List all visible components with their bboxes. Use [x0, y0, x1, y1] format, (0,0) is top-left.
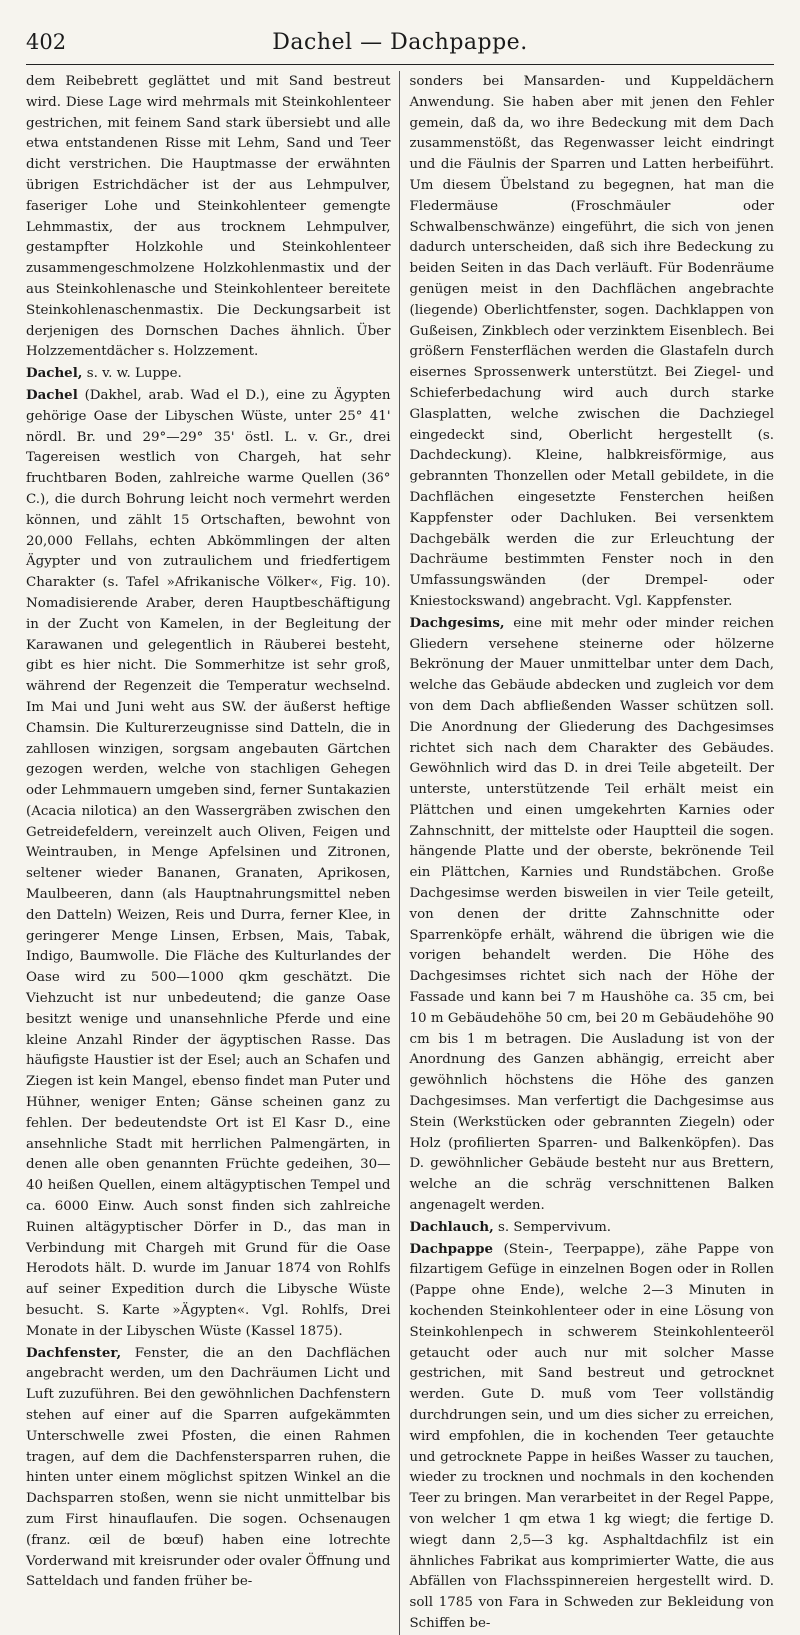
entry-text: eine mit mehr oder minder reichen Gliedern versehene steinerne oder hölzerne Bekrönung der Mauer unmittelbar unter dem Dach, welche das Gebäude abdecken und zugleich vor dem von dem Dach abfließenden Wasser schützen soll. Die Anordnung der Gliederung des Dachgesimses richtet sich nach dem Charakter des Gebäudes. Gewöhnlich wird das D. in drei Teile abgeteilt. Der unterste, unterstützende Teil erhält meist ein Plättchen und einen umgekehrten Karnies oder Zahnschnitt, der mittelste oder Hauptteil die sogen. hängende Platte und der oberste, bekrönende Teil ein Plättchen, Karnies und Rundstäbchen. Große Dachgesimse werden bisweilen in vier Teile geteilt, von denen der dritte Zahnschnitte oder Sparrenköpfe erhält, während die übrigen wie die vorigen behandelt werden. Die Höhe des Dachgesimses richtet sich nach der Höhe der Fassade und kann bei 7 m Haushöhe ca. 35 cm, bei 10 m Gebäudehöhe 50 cm, bei 20 m Gebäudehöhe 90 cm bis 1 m betragen. Die Ausladung ist von der Anordnung des Ganzen abhängig, erreicht aber gewöhnlich höchstens die Höhe des ganzen Dachgesimses. Man verfertigt die Dachgesimse aus Stein (Werkstücken oder gebrannten Ziegeln) oder Holz (profilierten Sparren- und Balkenköpfen). Das D. gewöhnlicher Gebäude besteht nur aus Brettern, welche an die schräg verschnittenen Balken angenagelt werden.: [409, 615, 774, 1214]
entry-headword: Dachlauch,: [409, 1218, 494, 1235]
entry-headword: Dachel: [26, 386, 78, 403]
running-title: Dachel — Dachpappe.: [272, 30, 528, 55]
right-column: [400, 71, 775, 1635]
entry-headword: Dachpappe: [409, 1240, 493, 1257]
entry-headword: Dachel,: [26, 365, 83, 382]
entry-paragraph: [410, 1239, 775, 1635]
left-column: [26, 71, 400, 1635]
page-header: [26, 30, 774, 65]
page-number: 402: [26, 30, 67, 54]
two-column-body: [26, 71, 774, 1635]
entry-text: Fenster, die an den Dachflächen angebracht werden, um den Dachräumen Licht und Luft zuzuführen. Bei den gewöhnlichen Dachfenstern stehen auf einer auf die Sparren aufgekämmten Unterschwelle zwei Pfosten, die einen Rahmen tragen, auf dem die Dachfenstersparren ruhen, die hinten unter einem möglichst spitzen Winkel an die Dachsparren stoßen, wenn sie nicht unmittelbar bis zum First hinauflaufen. Die sogen. Ochsenaugen (franz. œil de bœuf) haben eine lotrechte Vorderwand mit kreisrunder oder ovaler Öffnung und Satteldach und fanden früher be-: [26, 1345, 391, 1590]
entry-paragraph: [410, 1217, 775, 1239]
entry-headword: Dachgesims,: [409, 614, 505, 631]
entry-text: sonders bei Mansarden- und Kuppeldächern Anwendung. Sie haben aber mit jenen den Fehler gemein, daß da, wo ihre Bedeckung mit dem Dach zusammenstößt, das Regenwasser leicht eindringt und die Fäulnis der Sparren und Latten herbeiführt. Um diesem Übelstand zu begegnen, hat man die Fledermäuse (Froschmäuler oder Schwalbenschwänze) eingeführt, die sich von jenen dadurch unterscheiden, daß sich ihre Bedeckung zu beiden Seiten in das Dach verläuft. Für Bodenräume genügen meist in den Dachflächen angebrachte (liegende) Oberlichtfenster, sogen. Dachklappen von Gußeisen, Zinkblech oder verzinktem Eisenblech. Bei größern Fensterflächen werden die Glastafeln durch eisernes Sprossenwerk unterstützt. Bei Ziegel- und Schieferbedachung wird auch durch starke Glasplatten, welche zwischen die Dachziegel eingedeckt sind, Oberlicht hergestellt (s. Dachdeckung). Kleine, halbkreisförmige, aus gebrannten Thonzellen oder Metall gebildete, in die Dachflächen eingesetzte Fensterchen heißen Kappfenster oder Dachluken. Bei versenktem Dachgebälk werden die zur Erleuchtung der Dachräume bestimmten Fenster noch in den Umfassungswänden (der Drempel- oder Kniestockswand) angebracht. Vgl. Kappfenster.: [409, 74, 774, 609]
entry-paragraph: [410, 71, 775, 613]
entry-text: (Stein-, Teerpappe), zähe Pappe von filzartigem Gefüge in einzelnen Bogen oder in Rollen (Pappe ohne Ende), welche 2—3 Minuten in kochenden Steinkohlenteer oder in eine Lösung von Steinkohlenpech in schwerem Steinkohlenteeröl getaucht oder auch nur mit solcher Masse gestrichen, mit Sand bestreut und getrocknet werden. Gute D. muß vom Teer vollständig durchdrungen sein, und um dies sicher zu erreichen, wird empfohlen, die in kochenden Teer getauchte und getrocknete Pappe in heißes Wasser zu tauchen, wieder zu trocknen und nochmals in den kochenden Teer zu bringen. Man verarbeitet in der Regel Pappe, von welcher 1 qm etwa 1 kg wiegt; die fertige D. wiegt dann 2,5—3 kg. Asphaltdachfilz ist ein ähnliches Fabrikat aus komprimierter Watte, die aus Abfällen von Flachsspinnereien hergestellt wird. D. soll 1785 von Fara in Schweden zur Bekleidung von Schiffen be-: [409, 1241, 774, 1631]
entry-text: s. v. w. Luppe.: [82, 366, 182, 382]
entry-paragraph: [26, 363, 391, 385]
entry-paragraph: [26, 1343, 391, 1594]
entry-paragraph: [410, 613, 775, 1217]
entry-text: s. Sempervivum.: [493, 1219, 612, 1235]
entry-paragraph: [26, 385, 391, 1343]
entry-paragraph: [26, 71, 391, 363]
entry-text: dem Reibebrett geglättet und mit Sand bestreut wird. Diese Lage wird mehrmals mit Steinkohlenteer gestrichen, mit feinem Sand stark übersiebt und alle etwa entstandenen Risse mit Lehm, Sand und Teer dicht verstrichen. Die Hauptmasse der erwähnten übrigen Estrichdächer ist der aus Lehmpulver, faseriger Lohe und Steinkohlenteer gemengte Lehmmastix, der aus trocknem Lehmpulver, gestampfter Holzkohle und Steinkohlenteer zusammengeschmolzene Holzkohlenmastix und der aus Steinkohlenasche und Steinkohlenteer bereitete Steinkohlenaschenmastix. Die Deckungsarbeit ist derjenigen des Dornschen Daches ähnlich. Über Holzzementdächer s. Holzzement.: [26, 74, 391, 360]
entry-headword: Dachfenster,: [26, 1344, 122, 1361]
entry-text: (Dakhel, arab. Wad el D.), eine zu Ägypten gehörige Oase der Libyschen Wüste, unter 25° 41' nördl. Br. und 29°—29° 35' östl. L. v. Gr., drei Tagereisen westlich von Chargeh, hat sehr fruchtbaren Boden, zahlreiche warme Quellen (36° C.), die durch Bohrung leicht noch vermehrt werden können, und zählt 15 Ortschaften, bewohnt von 20,000 Fellahs, echten Abkömmlingen der alten Ägypter und von zutraulichem und friedfertigem Charakter (s. Tafel »Afrikanische Völker«, Fig. 10). Nomadisierende Araber, deren Hauptbeschäftigung in der Zucht von Kamelen, in der Begleitung der Karawanen und gelegentlich in Räuberei besteht, gibt es hier nicht. Die Sommerhitze ist sehr groß, während der Regenzeit die Temperatur wechselnd. Im Mai und Juni weht aus SW. der äußerst heftige Chamsin. Die Kulturerzeugnisse sind Datteln, die in zahllosen winzigen, sorgsam angebauten Gärtchen gezogen werden, welche von stachligen Gehegen oder Lehmmauern umgeben sind, ferner Suntakazien (Acacia nilotica) an den Wassergräben zwischen den Getreidefeldern, vereinzelt auch Oliven, Feigen und Weintrauben, in Menge Apfelsinen und Zitronen, seltener wieder Bananen, Granaten, Aprikosen, Maulbeeren, dann (als Hauptnahrungsmittel neben den Datteln) Weizen, Reis und Durra, ferner Klee, in geringerer Menge Linsen, Erbsen, Mais, Tabak, Indigo, Baumwolle. Die Fläche des Kulturlandes der Oase wird zu 500—1000 qkm geschätzt. Die Viehzucht ist nur unbedeutend; die ganze Oase besitzt wenige und unansehnliche Pferde und eine kleine Anzahl Rinder der ägyptischen Rasse. Das häufigste Haustier ist der Esel; auch an Schafen und Ziegen ist kein Mangel, ebenso findet man Puter und Hühner, weniger Enten; Gänse scheinen ganz zu fehlen. Der bedeutendste Ort ist El Kasr D., eine ansehnliche Stadt mit herrlichen Palmengärten, in denen alle oben genannten Früchte gedeihen, 30—40 heißen Quellen, einem altägyptischen Tempel und ca. 6000 Einw. Auch sonst finden sich zahlreiche Ruinen altägyptischer Dörfer in D., das man in Verbindung mit Chargeh mit Grund für die Oase Herodots hält. D. wurde im Januar 1874 von Rohlfs auf seiner Expedition durch die Libysche Wüste besucht. S. Karte »Ägypten«. Vgl. Rohlfs, Drei Monate in der Libyschen Wüste (Kassel 1875).: [26, 387, 391, 1339]
